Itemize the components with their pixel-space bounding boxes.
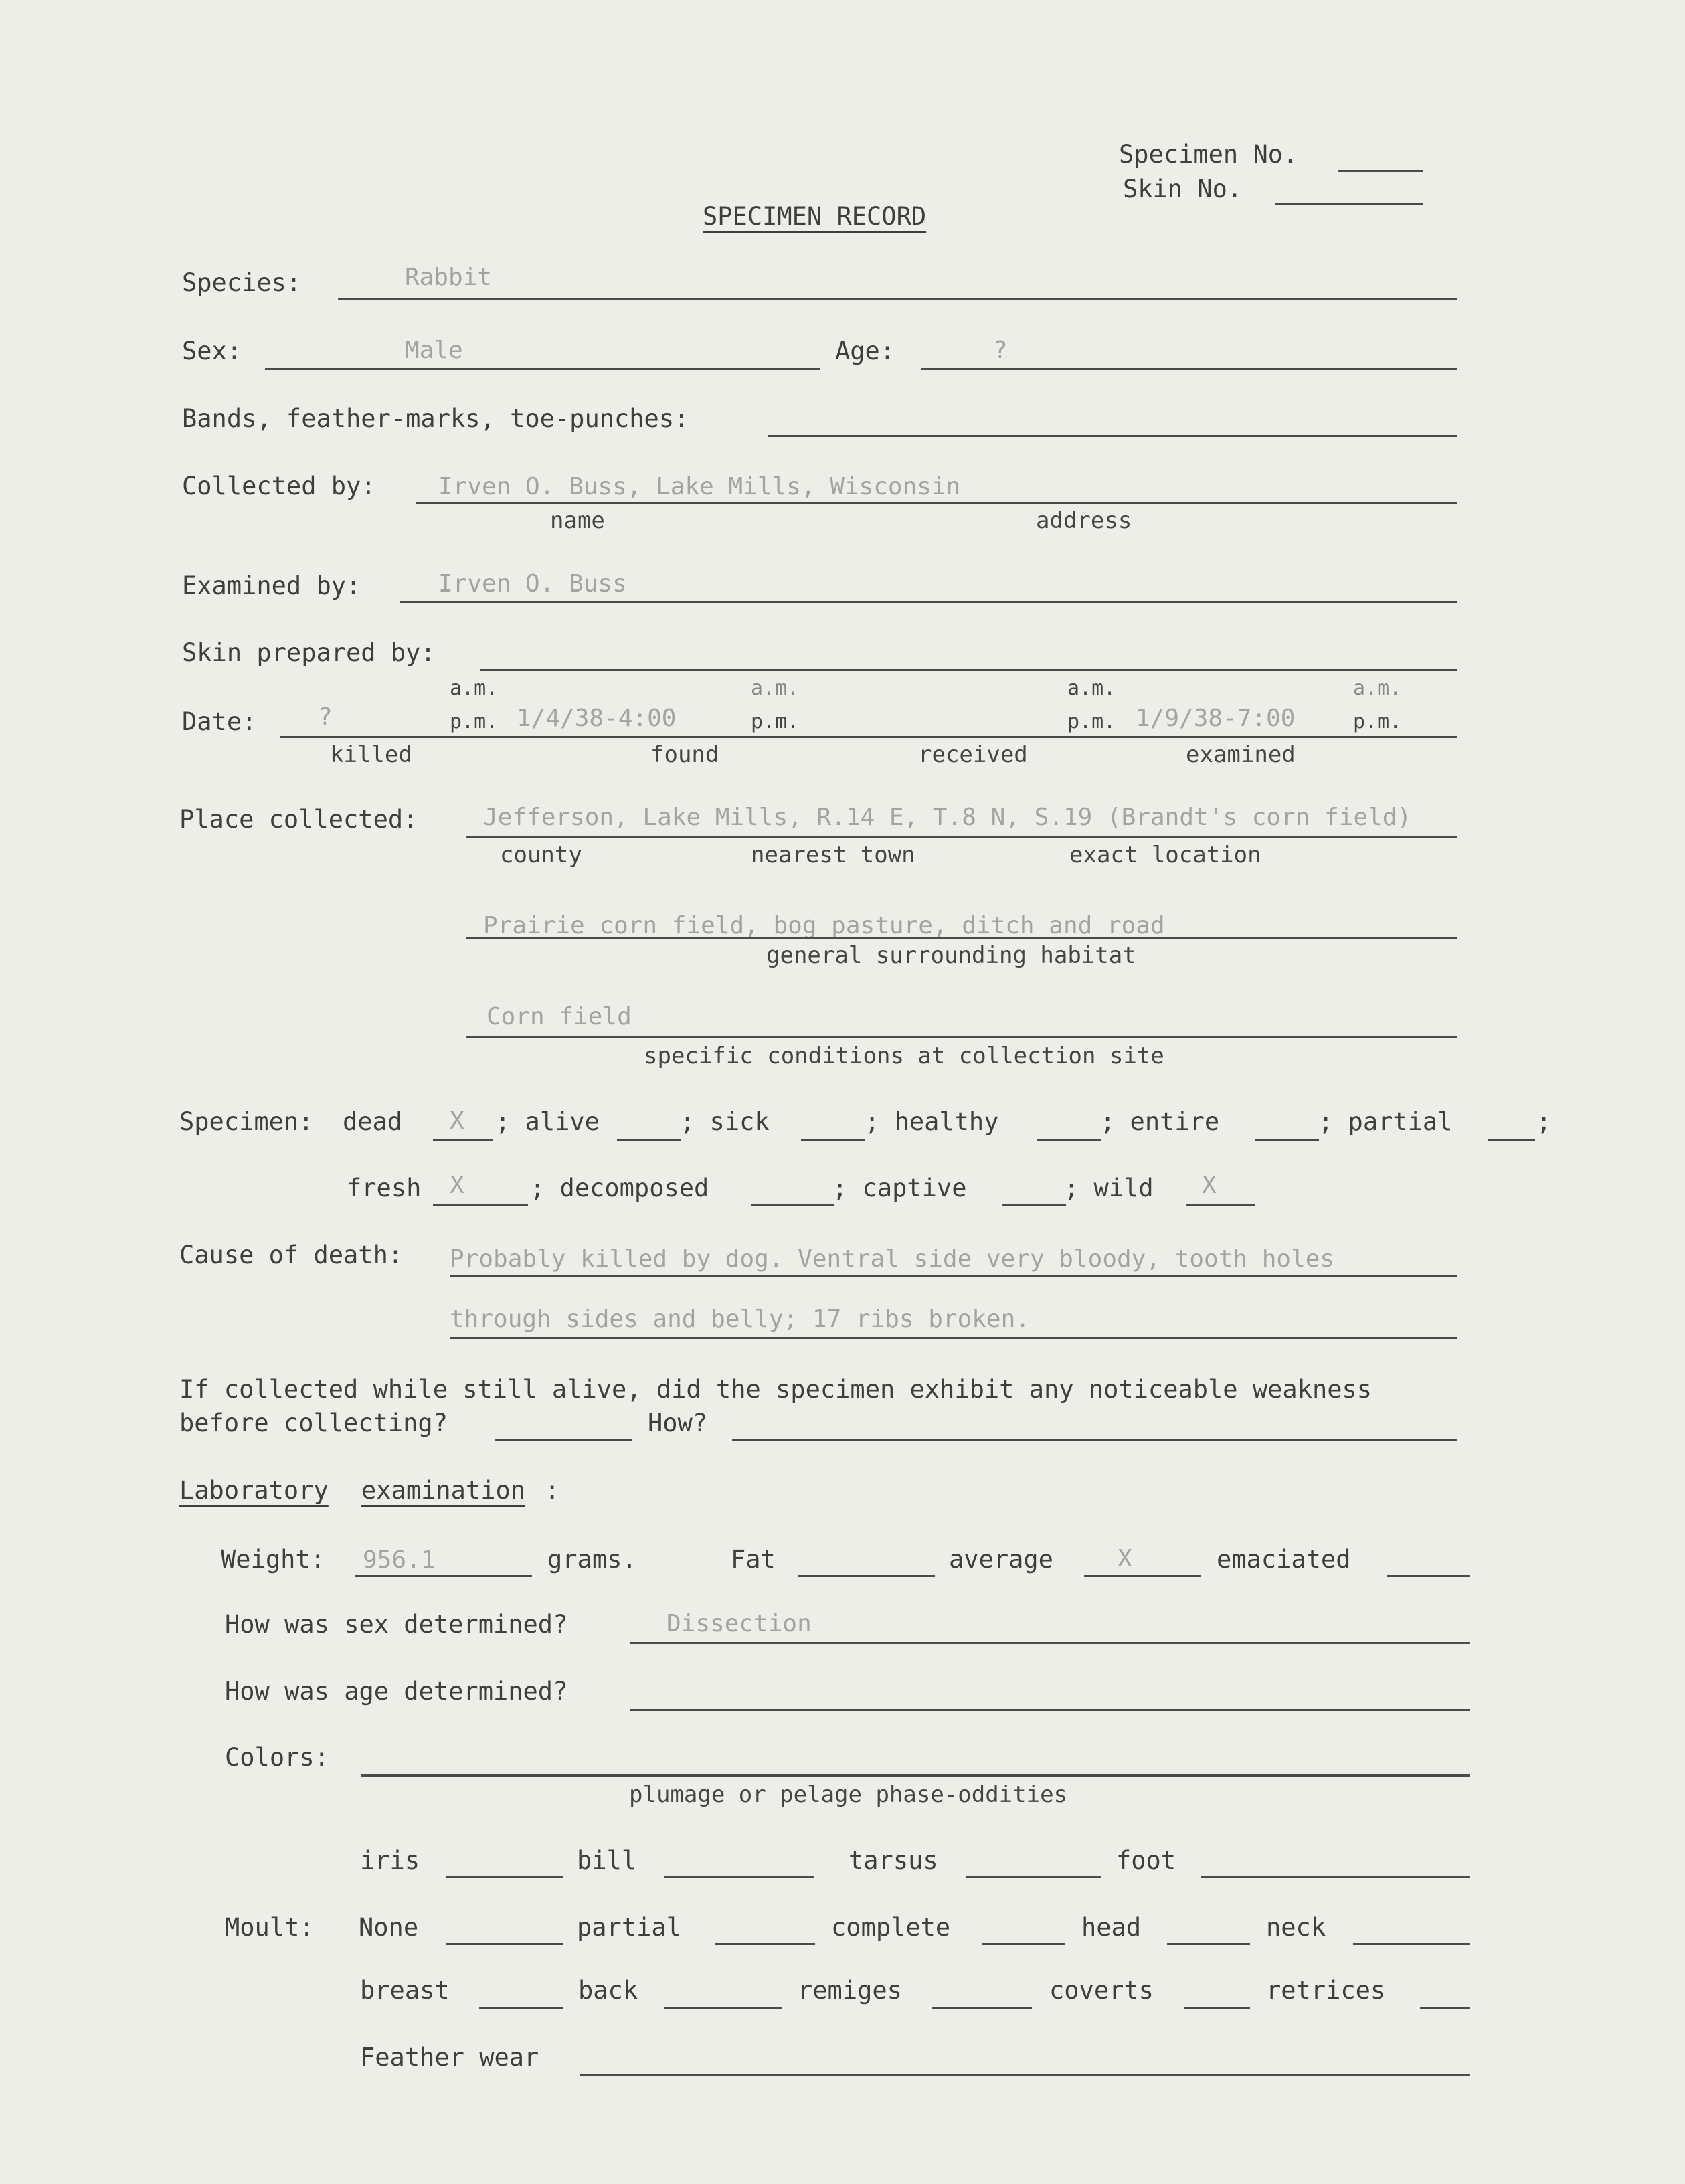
specimen-healthy-label: ; healthy [865,1107,999,1136]
tarsus-field[interactable] [966,1876,1101,1878]
lab-heading-colon: : [545,1476,560,1505]
skin-prepared-by-label: Skin prepared by: [182,638,436,667]
lab-heading-a: Laboratory [179,1476,329,1505]
moult-back-label: back [578,1976,638,2005]
specimen-partial-field[interactable] [1488,1139,1535,1141]
specimen-row1-end: ; [1536,1107,1552,1136]
date-found-am: a.m. [751,676,800,700]
date-killed-value: ? [318,703,333,731]
sex-determined-label: How was sex determined? [225,1610,568,1639]
weight-label: Weight: [221,1545,325,1574]
examined-by-field[interactable] [400,601,1457,603]
specimen-wild-value: X [1202,1172,1217,1199]
foot-label: foot [1116,1846,1176,1875]
bands-label: Bands, feather-marks, toe-punches: [182,404,689,433]
sex-field[interactable] [265,368,820,370]
colors-field[interactable] [361,1774,1470,1777]
moult-neck-label: neck [1266,1913,1326,1942]
date-found-pm: p.m. [751,710,800,733]
bill-label: bill [577,1846,637,1875]
specimen-sick-label: ; sick [680,1107,770,1136]
place-collected-field[interactable] [466,836,1457,838]
collected-by-value: Irven O. Buss, Lake Mills, Wisconsin [438,473,961,500]
skin-prepared-by-field[interactable] [480,669,1457,671]
specimen-fresh-label: fresh [347,1174,422,1202]
moult-retrices-field[interactable] [1420,2007,1470,2009]
moult-remiges-field[interactable] [932,2007,1032,2009]
collected-by-name-caption: name [550,507,605,534]
moult-complete-field[interactable] [982,1943,1065,1945]
date-found-value: 1/4/38-4:00 [517,705,677,732]
moult-coverts-field[interactable] [1184,2007,1250,2009]
date-examined-pm: p.m. [1353,710,1402,733]
sex-determined-field[interactable] [630,1642,1470,1644]
sex-label: Sex: [182,337,242,365]
date-examined-value: 1/9/38-7:00 [1136,705,1296,732]
weakness-how-label: How? [648,1408,708,1437]
iris-label: iris [360,1846,420,1875]
cause-of-death-field-2[interactable] [450,1337,1457,1339]
habitat-caption: general surrounding habitat [766,942,1136,969]
page-title: SPECIMEN RECORD [703,202,927,231]
moult-breast-field[interactable] [479,2007,563,2009]
average-field[interactable] [1084,1575,1201,1577]
specimen-alive-label: ; alive [495,1107,600,1136]
emaciated-label: emaciated [1217,1545,1351,1574]
moult-partial-field[interactable] [715,1943,815,1945]
feather-wear-field[interactable] [580,2074,1470,2076]
collected-by-field[interactable] [416,502,1457,504]
specimen-dead-label: dead [343,1107,403,1136]
species-value: Rabbit [405,264,493,291]
iris-field[interactable] [446,1876,563,1878]
tarsus-label: tarsus [849,1846,938,1875]
fat-field[interactable] [798,1575,935,1577]
cause-of-death-label: Cause of death: [179,1241,404,1269]
sex-determined-value: Dissection [667,1610,812,1637]
average-value: X [1118,1545,1132,1572]
moult-partial-label: partial [577,1913,681,1942]
age-field[interactable] [921,368,1457,370]
moult-head-label: head [1081,1913,1142,1942]
conditions-caption: specific conditions at collection site [644,1042,1164,1069]
place-county-caption: county [500,842,582,869]
specimen-decomposed-label: ; decomposed [530,1174,709,1202]
weakness-question-line2: before collecting? [179,1408,448,1437]
bands-field[interactable] [768,435,1457,437]
species-field[interactable] [338,298,1457,300]
date-killed-pm: p.m. [450,710,499,733]
specimen-label: Specimen: [179,1107,314,1136]
specimen-healthy-field[interactable] [1037,1139,1101,1141]
moult-complete-label: complete [831,1913,951,1942]
date-field[interactable] [280,736,1457,738]
cause-of-death-line1: Probably killed by dog. Ventral side very bloody, tooth holes [450,1245,1335,1273]
bill-field[interactable] [664,1876,814,1878]
moult-coverts-label: coverts [1049,1976,1154,2005]
emaciated-field[interactable] [1387,1575,1470,1577]
specimen-no-field[interactable] [1338,170,1423,172]
date-found-caption: found [650,741,719,768]
specimen-fresh-field[interactable] [433,1204,528,1206]
grams-label: grams. [547,1545,637,1574]
sex-value: Male [405,337,463,364]
average-label: average [949,1545,1053,1574]
cause-of-death-line2: through sides and belly; 17 ribs broken. [450,1305,1030,1333]
examined-by-value: Irven O. Buss [438,570,627,598]
fat-label: Fat [731,1545,776,1574]
habitat-field[interactable] [466,937,1457,939]
specimen-entire-field[interactable] [1255,1139,1319,1141]
moult-none-label: None [359,1913,419,1942]
age-label: Age: [835,337,895,365]
date-received-am: a.m. [1067,676,1116,700]
moult-breast-label: breast [360,1976,450,2005]
specimen-sick-field[interactable] [801,1139,865,1141]
weight-field[interactable] [355,1575,532,1577]
conditions-field[interactable] [466,1036,1457,1038]
date-examined-caption: examined [1186,741,1296,768]
place-location-caption: exact location [1069,842,1261,869]
species-label: Species: [182,268,302,297]
moult-label: Moult: [225,1913,315,1942]
skin-no-label: Skin No. [1123,175,1243,203]
moult-retrices-label: retrices [1266,1976,1386,2005]
weakness-how-field[interactable] [732,1439,1457,1441]
habitat-value: Prairie corn field, bog pasture, ditch and road [483,912,1165,939]
age-value: ? [993,337,1008,364]
skin-no-field[interactable] [1275,203,1423,205]
lab-heading-b: examination [361,1476,526,1505]
specimen-wild-label: ; wild [1064,1174,1154,1202]
date-label: Date: [182,707,257,736]
examined-by-label: Examined by: [182,571,361,600]
place-collected-label: Place collected: [179,805,418,834]
collected-by-address-caption: address [1036,507,1132,534]
specimen-dead-field[interactable] [433,1139,493,1141]
weakness-answer-field[interactable] [495,1439,632,1441]
specimen-dead-value: X [450,1107,464,1135]
specimen-captive-label: ; captive [832,1174,967,1202]
date-received-caption: received [918,741,1028,768]
moult-none-field[interactable] [446,1943,563,1945]
place-town-caption: nearest town [751,842,915,869]
foot-field[interactable] [1201,1876,1470,1878]
weight-value: 956.1 [363,1546,436,1574]
date-killed-am: a.m. [450,676,499,700]
specimen-fresh-value: X [450,1172,464,1199]
specimen-alive-field[interactable] [617,1139,681,1141]
moult-neck-field[interactable] [1353,1943,1470,1945]
specimen-partial-label: ; partial [1318,1107,1453,1136]
conditions-value: Corn field [486,1003,632,1030]
collected-by-label: Collected by: [182,472,376,500]
date-killed-caption: killed [330,741,412,768]
specimen-wild-field[interactable] [1186,1204,1255,1206]
moult-back-field[interactable] [664,2007,782,2009]
weakness-question-line1: If collected while still alive, did the specimen exhibit any noticeable weakness [179,1375,1372,1404]
specimen-decomposed-field[interactable] [751,1204,834,1206]
date-received-pm: p.m. [1067,710,1116,733]
age-determined-label: How was age determined? [225,1677,568,1706]
colors-label: Colors: [225,1743,329,1772]
place-collected-value: Jefferson, Lake Mills, R.14 E, T.8 N, S.19 (Brandt's corn field) [483,804,1412,831]
specimen-entire-label: ; entire [1100,1107,1220,1136]
date-examined-am: a.m. [1353,676,1402,700]
feather-wear-label: Feather wear [360,2043,539,2072]
specimen-captive-field[interactable] [1002,1204,1066,1206]
specimen-no-label: Specimen No. [1119,140,1298,169]
colors-caption: plumage or pelage phase-oddities [629,1781,1068,1808]
age-determined-field[interactable] [630,1709,1470,1711]
cause-of-death-field-1[interactable] [450,1275,1457,1277]
moult-head-field[interactable] [1167,1943,1250,1945]
moult-remiges-label: remiges [798,1976,902,2005]
